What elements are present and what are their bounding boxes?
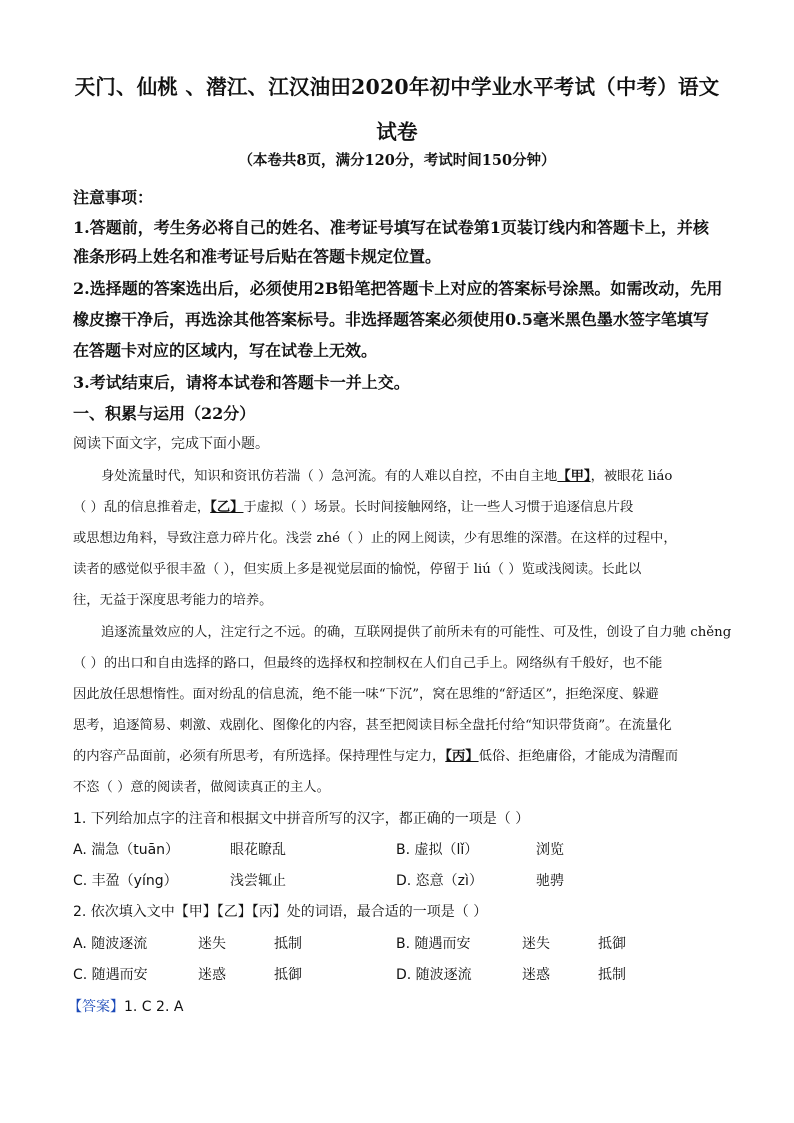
passage-text: ，被眼花 liáo	[590, 469, 673, 484]
q2-option-b-word2: 迷失	[522, 936, 550, 952]
q2-option-d: D. 随波逐流	[396, 967, 472, 983]
passage-p1-line3: 或思想边角料，导致注意力碎片化。浅尝 zhé（ ）止的网上阅读，少有思维的深潜。在这样的过程中，	[73, 531, 677, 546]
notice-item1-line1: 1.答题前，考生务必将自己的姓名、准考证号填写在试卷第1页装订线内和答题卡上，并核	[73, 218, 709, 237]
q2-option-a-word2: 迷失	[198, 936, 226, 952]
answer-text: 1. C 2. A	[124, 999, 184, 1015]
q1-option-c: C. 丰盈（yíng）	[73, 873, 178, 889]
blank-mark-yi: 【乙】	[210, 500, 244, 515]
blank-mark-bing: 【丙】	[445, 749, 479, 764]
notice-item3: 3.考试结束后，请将本试卷和答题卡一并上交。	[73, 373, 410, 392]
passage-p2-line1: 追逐流量效应的人，注定行之不远。的确，互联网提供了前所未有的可能性、可及性，创设了自力驰 chěng	[101, 625, 732, 640]
passage-p2-line5	[73, 745, 721, 764]
q2-option-b-word3: 抵御	[598, 936, 626, 952]
q2-option-c-word3: 抵御	[274, 967, 302, 983]
passage-p1-line1	[101, 465, 721, 484]
q1-option-d-word: 驰骋	[536, 873, 564, 889]
q1-option-c-word: 浅尝辄止	[230, 873, 286, 889]
passage-text: 于虚拟（ ）场景。长时间接触网络，让一些人习惯于追逐信息片段	[243, 500, 634, 515]
notice-item2-line1: 2.选择题的答案选出后，必须使用2B铅笔把答题卡上对应的答案标号涂黑。如需改动，先用	[73, 279, 723, 298]
answer-line	[68, 996, 183, 1016]
passage-text: （ ）乱的信息推着走，	[73, 500, 211, 515]
q1-option-a: A. 湍急（tuān）	[73, 842, 180, 858]
q1-option-a-word: 眼花瞭乱	[230, 842, 286, 858]
notice-heading: 注意事项：	[73, 188, 154, 207]
notice-item2-line2: 橡皮擦干净后，再选涂其他答案标号。非选择题答案必须使用0.5毫米黑色墨水签字笔填写	[73, 310, 709, 329]
passage-p2-line4: 思考，追逐简易、刺激、戏剧化、图像化的内容，甚至把阅读目标全盘托付给“知识带货商”。在流量化	[73, 718, 672, 733]
notice-item2-line3: 在答题卡对应的区域内，写在试卷上无效。	[73, 341, 378, 360]
q2-option-c: C. 随遇而安	[73, 967, 148, 983]
passage-p2-line6: 不恣（ ）意的阅读者，做阅读真正的主人。	[73, 780, 330, 795]
passage-p1-line2	[73, 496, 721, 515]
exam-subtitle: （本卷共8页，满分120分，考试时间150分钟）	[238, 152, 556, 169]
section1-instruction: 阅读下面文字，完成下面小题。	[73, 436, 269, 452]
answer-tag: 【答案】	[68, 999, 124, 1015]
q1-option-d: D. 恣意（zì）	[396, 873, 483, 889]
q2-option-d-word2: 迷惑	[522, 967, 550, 983]
passage-text: 的内容产品面前，必须有所思考，有所选择。保持理性与定力，	[73, 749, 446, 764]
q1-stem: 1. 下列给加点字的注音和根据文中拼音所写的汉字，都正确的一项是（ ）	[73, 811, 530, 827]
passage-p1-line4: 读者的感觉似乎很丰盈（ ），但实质上多是视觉层面的愉悦，停留于 liú（ ）览或浅阅读。长此以	[73, 562, 642, 577]
q2-stem: 2. 依次填入文中【甲】【乙】【丙】处的词语，最合适的一项是（ ）	[73, 904, 488, 920]
q2-option-d-word3: 抵制	[598, 967, 626, 983]
exam-title-line2: 试卷	[376, 120, 418, 144]
passage-text: 身处流量时代，知识和资讯仿若湍（ ）急河流。有的人难以自控，不由自主地	[101, 469, 558, 484]
q2-option-c-word2: 迷惑	[198, 967, 226, 983]
passage-p2-line3: 因此放任思想惰性。面对纷乱的信息流，绝不能一味“下沉”，窝在思维的“舒适区”，拒绝深度、躲避	[73, 687, 659, 702]
q1-option-b: B. 虚拟（lǐ）	[396, 842, 479, 858]
passage-text: 低俗、拒绝庸俗，才能成为清醒而	[478, 749, 679, 764]
exam-title-line1: 天门、仙桃 、潜江、江汉油田2020年初中学业水平考试（中考）语文	[74, 75, 720, 99]
q1-option-b-word: 浏览	[536, 842, 564, 858]
q2-option-a-word3: 抵制	[274, 936, 302, 952]
q2-option-a: A. 随波逐流	[73, 936, 148, 952]
section1-heading: 一、积累与运用（22分）	[73, 404, 256, 423]
notice-item1-line2: 准条形码上姓名和准考证号后贴在答题卡规定位置。	[73, 247, 442, 266]
passage-p2-line2: （ ）的出口和自由选择的路口，但最终的选择权和控制权在人们自己手上。网络纵有千般好，也不能	[73, 656, 663, 671]
passage-p1-line5: 往，无益于深度思考能力的培养。	[73, 593, 273, 608]
blank-mark-jia: 【甲】	[557, 469, 591, 484]
q2-option-b: B. 随遇而安	[396, 936, 471, 952]
